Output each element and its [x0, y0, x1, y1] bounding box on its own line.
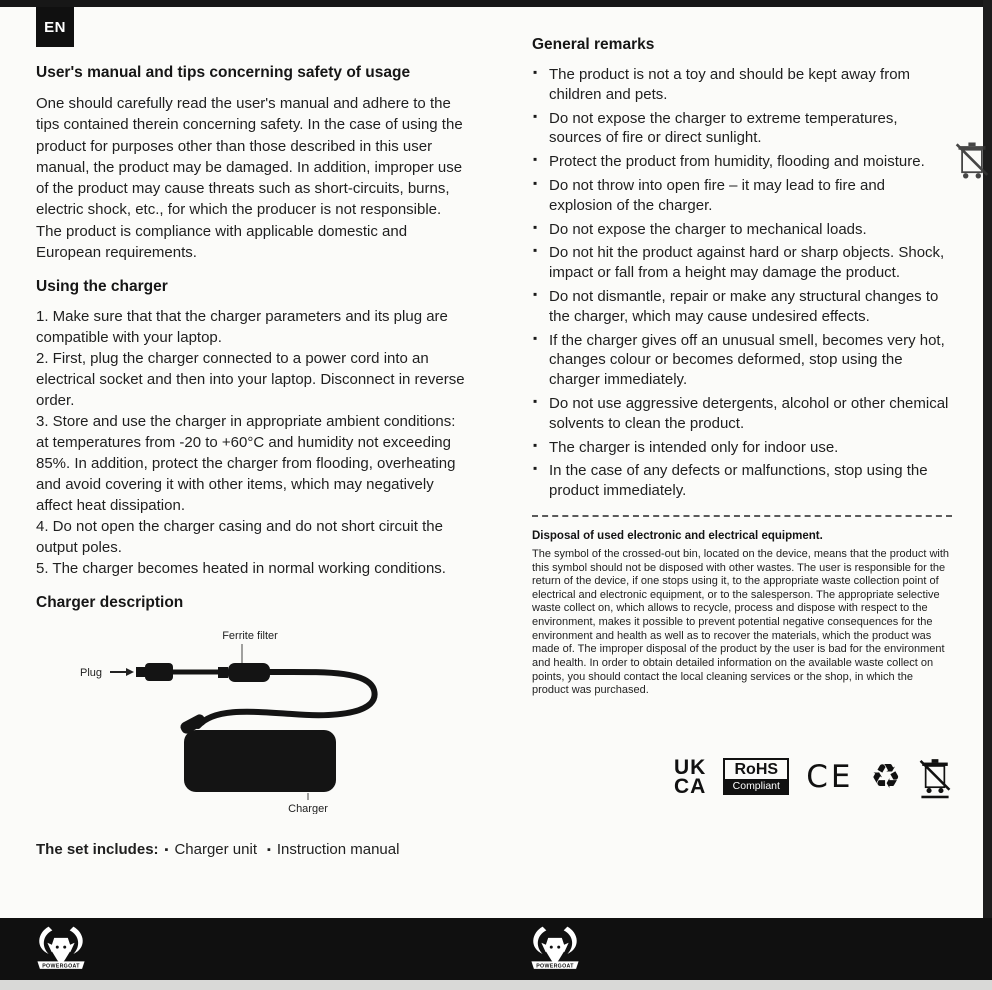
recycle-icon: ♻ [870, 756, 901, 797]
remark-item: ▪ Do not throw into open fire – it may lead to fire and explosion of the charger. [532, 176, 952, 216]
remark-item: ▪ In the case of any defects or malfunctions, stop using the product immediately. [532, 461, 952, 501]
set-includes-label: The set includes: [36, 841, 159, 859]
charger-diagram [72, 626, 424, 814]
remark-item: ▪ Do not dismantle, repair or make any structural changes to the charger, which may cause undesired effects. [532, 287, 952, 327]
edge-weee-bin-icon [954, 138, 990, 183]
dashed-divider [532, 515, 952, 517]
weee-bin-icon [918, 754, 952, 800]
ferrite-filter-label: Ferrite filter [222, 630, 278, 643]
step-item: 4. Do not open the charger casing and do not short circuit the output poles. [36, 518, 443, 557]
general-remarks-list [532, 65, 952, 501]
footer-bar [0, 918, 992, 980]
top-edge-strip [0, 0, 992, 7]
right-column [532, 36, 952, 800]
remark-item: ▪ If the charger gives off an unusual smell, becomes very hot, changes colour or becomes deformed, stop using the charger immediately. [532, 331, 952, 390]
left-column [36, 64, 468, 858]
ukca-mark-icon [673, 755, 707, 798]
general-remarks-heading: General remarks [532, 36, 655, 53]
charger-label: Charger [288, 803, 328, 815]
rohs-sublabel: Compliant [725, 779, 787, 793]
rohs-mark-icon [723, 758, 789, 795]
plug-label: Plug [80, 667, 103, 680]
remark-item: ▪ Do not hit the product against hard or sharp objects. Shock, impact or fall from a height may damage the product. [532, 243, 952, 283]
step-item: 5. The charger becomes heated in normal working conditions. [36, 560, 446, 578]
intro-paragraph: One should carefully read the user's manual and adhere to the tips contained therein concerning safety. In the case of using the product for purposes other than those described in this user manual, the product may be damaged. In addition, improper use of the product may cause threats such as short-circuits, burns, electric shock, etc., for which the producer is not responsible. The product is compliance with applicable domestic and European requirements. [36, 95, 463, 262]
language-badge: EN [36, 7, 74, 47]
set-includes-item: ▪ Instruction manual [267, 841, 399, 858]
step-item: 2. First, plug the charger connected to a power cord into an electrical socket and then into your laptop. Disconnect in reverse order. [36, 350, 465, 410]
using-charger-heading: Using the charger [36, 278, 168, 296]
set-includes-line [36, 841, 468, 858]
powergoat-logo-icon [30, 923, 92, 975]
ce-mark-icon: CE [806, 758, 854, 795]
remark-item: ▪ Do not expose the charger to mechanical loads. [532, 220, 952, 240]
step-item: 3. Store and use the charger in appropriate ambient conditions: at temperatures from -20 to +60°C and humidity not exceeding 85%. In addition, protect the charger from flooding, overheating and avoid covering it with other items, which may negatively affect heat dissipation. [36, 413, 456, 515]
bottom-edge-strip [0, 980, 992, 990]
disposal-heading: Disposal of used electronic and electrical equipment. [532, 529, 823, 542]
step-item: 1. Make sure that that the charger parameters and its plug are compatible with your laptop. [36, 308, 448, 347]
disposal-body: The symbol of the crossed-out bin, located on the device, means that the product with this symbol should not be disposed with other wastes. The user is responsible for the return of the device, if one stops using it, to the appropriate waste collection point of electrical and electronic equipment, or to the salesperson. The appropriate selective waste collect on, which allows to recycle, process and dispose with respect to the environment, makes it possible to prevent potential negative consequences for the environment and health as well as to recover the materials, which the product was made of. The improper disposal of the product by the user is bad for the environment and health. In order to obtain detailed information on the available waste collect on points, you should contact the local cleaning services or the shop, in which the product was purchased. [532, 547, 950, 697]
remark-item: ▪ Do not use aggressive detergents, alcohol or other chemical solvents to clean the product. [532, 394, 952, 434]
remark-item: ▪ Protect the product from humidity, flooding and moisture. [532, 152, 952, 172]
certification-marks [532, 754, 952, 800]
remark-item: ▪ Do not expose the charger to extreme temperatures, sources of fire or direct sunlight. [532, 109, 952, 149]
using-charger-steps [36, 306, 468, 579]
powergoat-logo-icon [524, 923, 586, 975]
ukca-line2: CA [673, 774, 707, 798]
left-title: User's manual and tips concerning safety of usage [36, 64, 411, 81]
set-includes-item: ▪ Charger unit [165, 841, 257, 858]
ukca-line1: UK [673, 755, 707, 779]
rohs-label: RoHS [734, 761, 779, 779]
remark-item: ▪ The charger is intended only for indoor use. [532, 438, 952, 458]
charger-description-heading: Charger description [36, 594, 184, 612]
remark-item: ▪ The product is not a toy and should be kept away from children and pets. [532, 65, 952, 105]
